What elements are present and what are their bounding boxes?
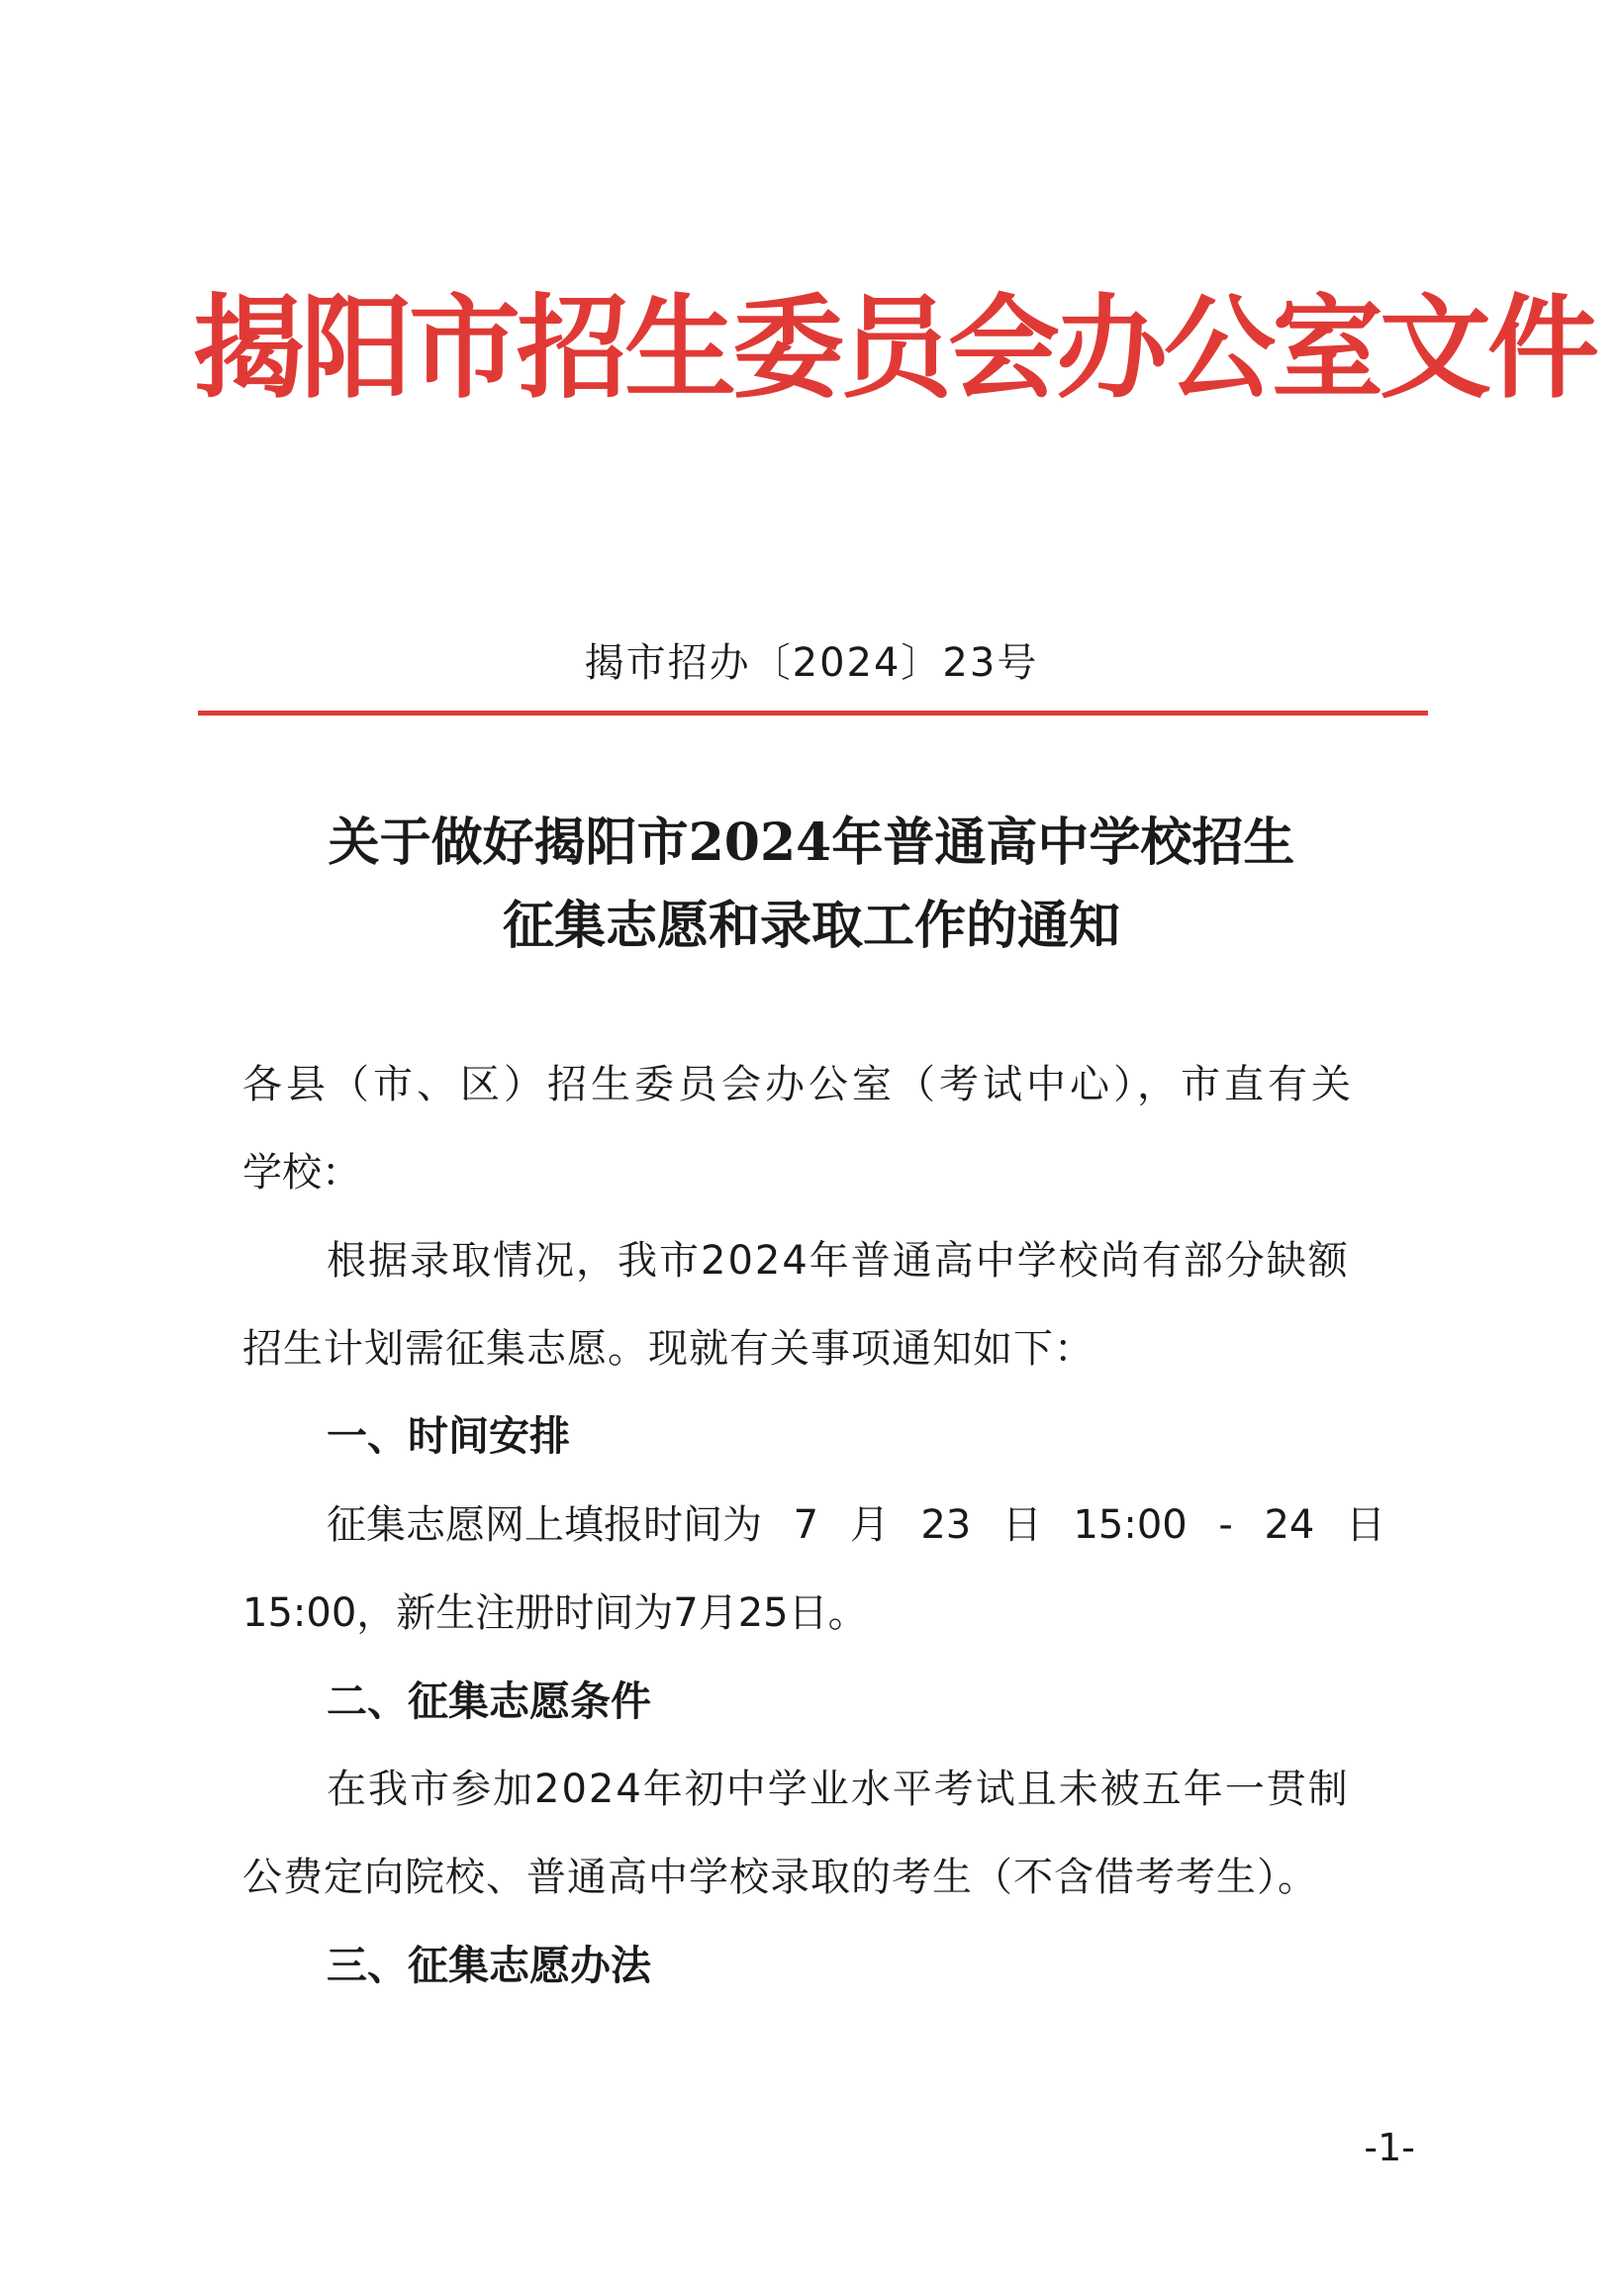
intro-line-2: 招生计划需征集志愿。现就有关事项通知如下：: [242, 1326, 1095, 1372]
section-1-text-part: 24: [1264, 1502, 1315, 1548]
section-1-text-part: 征集志愿网上填报时间为: [327, 1502, 762, 1548]
section-3-heading: 三、征集志愿办法: [327, 1942, 651, 1989]
section-2-line-1: 在我市参加2024年初中学业水平考试且未被五年一贯制: [327, 1767, 1350, 1812]
section-1-text-part: 15:00: [1073, 1502, 1188, 1548]
section-1-heading: 一、时间安排: [327, 1412, 570, 1460]
salutation-line-2: 学校：: [242, 1150, 361, 1196]
section-1-text-part: 月: [849, 1502, 890, 1548]
section-2-line-2: 公费定向院校、普通高中学校录取的考生（不含借考考生）。: [242, 1855, 1318, 1900]
section-2-heading: 二、征集志愿条件: [327, 1677, 651, 1725]
notice-title-line-1: 关于做好揭阳市2024年普通高中学校招生: [328, 813, 1295, 873]
salutation-line-1: 各县（市、区）招生委员会办公室（考试中心），市直有关: [242, 1062, 1355, 1107]
page-number: -1-: [1364, 2126, 1415, 2169]
section-1-text-part: -: [1218, 1502, 1233, 1548]
section-1-text-part: 日: [1001, 1502, 1042, 1548]
section-1-text-part: 23: [920, 1502, 972, 1548]
intro-line-1: 根据录取情况，我市2024年普通高中学校尚有部分缺额: [327, 1238, 1350, 1284]
section-1-text-part: 日: [1345, 1502, 1385, 1548]
red-divider-line: [198, 711, 1428, 716]
document-number: 揭市招办〔2024〕23号: [584, 640, 1039, 686]
section-1-text-part: 7: [793, 1502, 819, 1548]
notice-title-line-2: 征集志愿和录取工作的通知: [502, 896, 1120, 956]
section-1-line-1: [327, 1495, 1385, 1555]
section-1-line-2: 15:00，新生注册时间为7月25日。: [242, 1590, 868, 1636]
red-header-title: 揭阳市招生委员会办公室文件: [193, 282, 1595, 414]
